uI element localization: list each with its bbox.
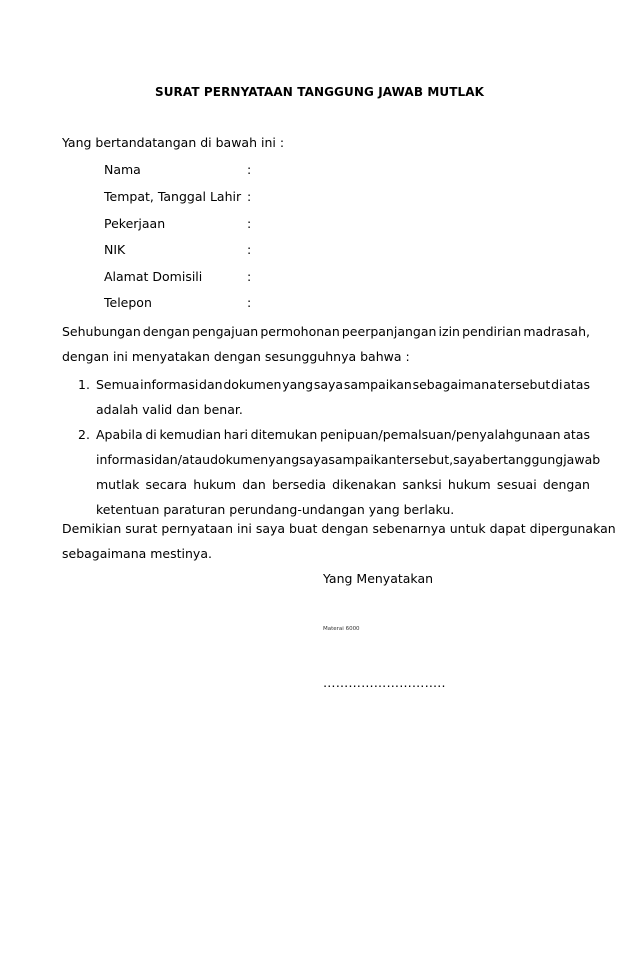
list-item-body [96,422,601,522]
field-nama [104,162,404,180]
word: dengan [542,477,590,492]
paragraph-closing [62,516,616,566]
word: informasi [96,452,155,467]
field-label: Nama [104,162,141,177]
word: yang [282,377,314,392]
field-label: Telepon [104,295,152,310]
word: bersedia [271,477,326,492]
word: tersebut [497,377,551,392]
word: pendirian [462,324,522,339]
word: Apabila [96,427,143,442]
word: dikenakan [332,477,397,492]
field-nik [104,242,404,260]
list-line: ketentuan paraturan perundang-undangan yang berlaku. [96,502,455,517]
list-item-body [96,372,590,422]
paragraph-sehubungan [62,319,590,369]
word: saya [299,452,329,467]
list-number: 1. [78,377,90,392]
word: hari [223,427,248,442]
list-number: 2. [78,427,90,442]
word: sampaikan [328,452,397,467]
list-line: adalah valid dan benar. [96,402,243,417]
word: madrasah, [523,324,590,339]
word: penipuan/pemalsuan/penyalahgunaan [320,427,561,442]
word: bertanggungjawab [482,452,601,467]
word: dan/atau [154,452,211,467]
word: Sehubungan [62,324,141,339]
word: mutlak [96,477,140,492]
word: tersebut, [396,452,454,467]
field-label: Pekerjaan [104,216,166,231]
word: sesuai [496,477,537,492]
list-line [96,372,590,397]
field-colon: : [247,162,252,177]
word: saya [313,377,344,392]
field-colon: : [247,216,252,231]
word: dengan [142,324,190,339]
materai-stamp-placeholder: Materai 6000 [323,626,360,632]
field-colon: : [247,269,252,284]
word: dan [199,377,223,392]
word: secara [145,477,188,492]
word: hukum [447,477,491,492]
word: sanksi [402,477,442,492]
list-line [96,447,601,472]
paragraph-line: dengan ini menyatakan dengan sesungguhnya bahwa : [62,349,410,364]
word: saya [453,452,483,467]
field-pekerjaan [104,216,404,234]
intro-text: Yang bertandatangan di bawah ini : [62,135,285,150]
paragraph-line [62,319,590,344]
document-title: SURAT PERNYATAAN TANGGUNG JAWAB MUTLAK [154,85,485,99]
signature-line: ……………………….. [323,675,446,690]
word: informasi [140,377,199,392]
word: atas [563,427,590,442]
field-label: Tempat, Tanggal Lahir [104,189,242,204]
word: ditemukan [250,427,318,442]
word: izin [438,324,460,339]
signature-label: Yang Menyatakan [323,571,434,586]
word: sampaikan [343,377,412,392]
field-tempat-tanggal-lahir [104,189,404,207]
word: pengajuan [192,324,259,339]
word: di [145,427,157,442]
list-line [96,472,590,497]
word: atas [563,377,590,392]
word: di [551,377,563,392]
paragraph-line: sebagaimana mestinya. [62,546,212,561]
word: dokumen [210,452,269,467]
field-colon: : [247,189,252,204]
paragraph-line: Demikian surat pernyataan ini saya buat dengan sebenarnya untuk dapat dipergunakan [62,521,616,536]
word: dokumen [223,377,282,392]
field-label: Alamat Domisili [104,269,203,284]
field-label: NIK [104,242,126,257]
word: peerpanjangan [341,324,437,339]
word: hukum [193,477,237,492]
word: kemudian [159,427,222,442]
word: yang [268,452,300,467]
word: dan [242,477,266,492]
field-colon: : [247,242,252,257]
word: Semua [96,377,140,392]
list-line [96,422,590,447]
word: permohonan [260,324,340,339]
word: sebagaimana [412,377,497,392]
field-alamat-domisili [104,269,404,287]
field-colon: : [247,295,252,310]
field-telepon [104,295,404,313]
